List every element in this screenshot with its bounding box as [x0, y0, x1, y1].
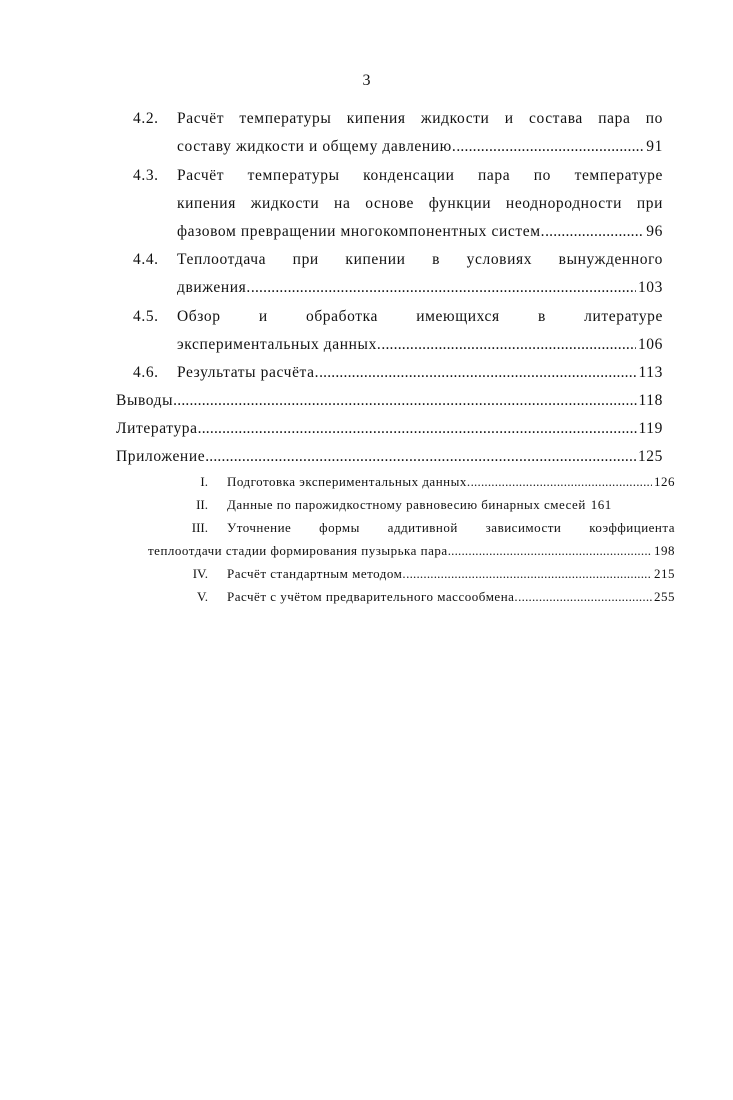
- toc-entry: [148, 543, 675, 559]
- page-ref: 125: [637, 448, 663, 465]
- page-ref: 119: [638, 420, 663, 437]
- page-ref: 91: [646, 138, 663, 155]
- section-number: 4.5.: [133, 308, 159, 325]
- dot-leader: [251, 279, 636, 297]
- toc-entry: [227, 589, 675, 605]
- toc-entry: [227, 566, 675, 582]
- section-number: 4.6.: [133, 364, 159, 381]
- appendix-title: Уточнение формы аддитивной зависимости коэффициента: [227, 520, 675, 535]
- dot-leader: [406, 566, 652, 582]
- dot-leader: [448, 543, 652, 559]
- toc-entry: [177, 223, 663, 241]
- section-title-line: движения.: [177, 279, 251, 296]
- toc-entry: [227, 474, 675, 490]
- chapter-title: Литература: [116, 420, 198, 437]
- appendix-title: Подготовка экспериментальных данных.: [227, 474, 471, 489]
- toc-entry: [177, 279, 663, 297]
- appendix-number: I.: [200, 474, 208, 489]
- appendix-title: Расчёт стандартным методом.: [227, 566, 407, 581]
- page-ref: 198: [654, 543, 675, 558]
- toc-entry: [116, 392, 663, 410]
- toc-entry: [227, 497, 675, 513]
- toc-entry: [177, 138, 663, 156]
- appendix-number: III.: [191, 520, 208, 535]
- dot-leader: [173, 392, 636, 410]
- section-title-line: фазовом превращении многокомпонентных систем.: [177, 223, 546, 240]
- section-title-line: составу жидкости и общему давлению.: [177, 138, 457, 155]
- toc-entry: [116, 448, 663, 466]
- page-ref: 106: [637, 336, 663, 353]
- dot-leader: [205, 448, 636, 466]
- toc-entry: [116, 420, 663, 438]
- dot-leader: [319, 364, 636, 382]
- page-number: 3: [362, 72, 371, 89]
- section-title-line: Результаты расчёта.: [177, 364, 320, 381]
- toc-entry: [177, 336, 663, 354]
- page-ref: 96: [646, 223, 663, 240]
- section-number: 4.3.: [133, 167, 159, 184]
- section-title-line: экспериментальных данных.: [177, 336, 382, 353]
- section-number: 4.2.: [133, 110, 159, 127]
- appendix-title: Расчёт с учётом предварительного массообмена.: [227, 589, 519, 604]
- chapter-title: Выводы: [116, 392, 174, 409]
- section-title-line: Расчёт температуры кипения жидкости и состава пара по: [177, 110, 663, 127]
- appendix-number: II.: [196, 497, 208, 512]
- page-ref: 103: [637, 279, 663, 296]
- dot-leader: [518, 589, 652, 605]
- section-title-line: Теплоотдача при кипении в условиях вынужденного: [177, 251, 663, 268]
- dot-leader: [381, 336, 636, 354]
- section-title-line: кипения жидкости на основе функции неоднородности при: [177, 195, 663, 212]
- appendix-number: IV.: [192, 566, 208, 581]
- dot-leader: [471, 474, 652, 490]
- dot-leader: [198, 420, 637, 438]
- dot-leader: [545, 223, 644, 241]
- page-ref: 215: [654, 566, 675, 581]
- appendix-title: теплоотдачи стадии формирования пузырька пара: [148, 543, 448, 558]
- appendix-title: Данные по парожидкостному равновесию бинарных смесей: [227, 497, 586, 512]
- dot-leader: [456, 138, 644, 156]
- page-ref: 255: [654, 589, 675, 604]
- page-ref: 118: [638, 392, 663, 409]
- section-title-line: Обзор и обработка имеющихся в литературе: [177, 308, 663, 325]
- chapter-title: Приложение: [116, 448, 206, 465]
- toc-entry: [177, 364, 663, 382]
- page-ref: 113: [638, 364, 663, 381]
- page-ref: 161: [590, 497, 612, 512]
- section-title-line: Расчёт температуры конденсации пара по температуре: [177, 167, 663, 184]
- appendix-number: V.: [197, 589, 208, 604]
- page-ref: 126: [654, 474, 675, 489]
- section-number: 4.4.: [133, 251, 159, 268]
